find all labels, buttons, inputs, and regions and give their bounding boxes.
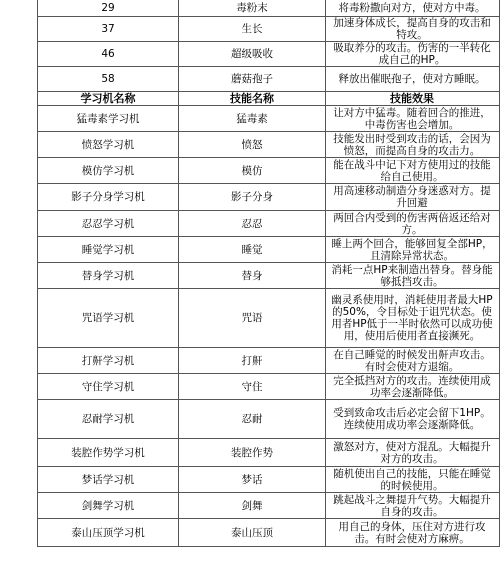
machine-name-cell-text: 梦话学习机 bbox=[81, 473, 135, 486]
skill-name-cell-text: 蘑菇孢子 bbox=[231, 73, 273, 85]
machine-name-cell-text: 37 bbox=[101, 23, 115, 35]
machine-name-cell bbox=[37, 289, 178, 347]
skill-effect-cell bbox=[325, 0, 500, 16]
skill-name-cell-text: 替身 bbox=[241, 269, 263, 282]
skill-effect-cell-text: 用高速移动制造分身迷惑对方。提升回避 bbox=[333, 185, 491, 209]
skill-effect-cell-text: 随机使出自己的技能，只能在睡觉的时候使用。 bbox=[333, 467, 491, 492]
skill-name-cell bbox=[178, 106, 325, 131]
machine-name-cell bbox=[37, 400, 178, 438]
skill-effect-cell-text: 在自己睡觉的时候发出鼾声攻击。有时会使对方退缩。 bbox=[333, 348, 491, 373]
skill-effect-cell-text: 将毒粉撒向对方，使对方中毒。 bbox=[338, 2, 486, 14]
machine-name-cell-text: 剑舞学习机 bbox=[81, 499, 135, 512]
machine-name-cell-text: 忍忍学习机 bbox=[81, 217, 135, 230]
skill-name-cell bbox=[178, 211, 325, 236]
skill-name-cell bbox=[178, 132, 325, 157]
skill-name-cell bbox=[178, 467, 325, 492]
skill-name-cell bbox=[178, 158, 325, 183]
skill-effect-cell-text: 激怒对方，使对方混乱。大幅提升对方的攻击。 bbox=[333, 440, 491, 465]
skill-effect-cell bbox=[325, 67, 500, 91]
skill-effect-cell bbox=[325, 263, 500, 288]
machine-name-cell bbox=[37, 67, 178, 91]
skill-name-cell bbox=[178, 0, 325, 16]
skill-name-cell bbox=[178, 237, 325, 262]
skill-effect-cell-text: 两回合内受到的伤害两倍返还给对方。 bbox=[333, 211, 491, 236]
skill-name-cell bbox=[178, 493, 325, 518]
machine-name-cell bbox=[37, 374, 178, 399]
table-row bbox=[37, 519, 500, 547]
skill-name-cell-text: 忍忍 bbox=[241, 217, 263, 230]
skill-name-cell bbox=[178, 184, 325, 210]
skill-effect-cell-text: 让对方中猛毒。随着回合的推进，中毒伤害也会增加。 bbox=[333, 106, 491, 131]
skill-effect-cell-text: 用自己的身体，压住对方进行攻击。有时会使对方麻痹。 bbox=[338, 520, 486, 545]
skill-effect-cell bbox=[325, 17, 500, 41]
machine-name-cell-text: 泰山压顶学习机 bbox=[71, 526, 145, 539]
table-header-row bbox=[37, 92, 500, 106]
machine-name-cell-text: 咒语学习机 bbox=[81, 312, 135, 324]
table-row bbox=[37, 289, 500, 348]
machine-name-cell bbox=[37, 158, 178, 183]
table-row bbox=[37, 67, 500, 92]
skill-effect-cell-text: 消耗一点HP来制造出替身。替身能够抵挡攻击。 bbox=[331, 263, 493, 288]
machine-name-cell bbox=[37, 263, 178, 288]
table-row bbox=[37, 158, 500, 184]
skill-name-cell bbox=[178, 17, 325, 41]
skill-effect-cell-text: 技能发出时受到攻击的话，会因为愤怒，而提高自身的攻击力。 bbox=[333, 132, 491, 157]
machine-name-cell bbox=[37, 184, 178, 210]
skill-table bbox=[37, 0, 500, 547]
skill-name-cell-text: 忍耐 bbox=[241, 413, 263, 425]
skill-effect-cell-text: 跳起战斗之舞提升气势。大幅提升自身的攻击。 bbox=[333, 493, 491, 518]
table-row bbox=[37, 374, 500, 400]
table-row bbox=[37, 493, 500, 519]
skill-effect-cell bbox=[325, 158, 500, 183]
skill-name-cell bbox=[178, 67, 325, 91]
table-row bbox=[37, 0, 500, 17]
machine-name-cell-text: 愤怒学习机 bbox=[81, 138, 135, 151]
skill-name-cell-text: 影子分身 bbox=[231, 191, 273, 203]
table-row bbox=[37, 263, 500, 289]
machine-name-cell-text: 模仿学习机 bbox=[81, 164, 135, 177]
machine-name-cell-text: 守住学习机 bbox=[81, 380, 135, 393]
table-row bbox=[37, 132, 500, 158]
table-row bbox=[37, 42, 500, 67]
machine-name-cell bbox=[37, 467, 178, 492]
table-row bbox=[37, 17, 500, 42]
skill-name-cell bbox=[178, 400, 325, 438]
skill-effect-cell-text: 释放出催眠孢子，使对方睡眠。 bbox=[338, 73, 486, 85]
machine-name-cell-text: 猛毒素学习机 bbox=[76, 112, 140, 125]
machine-name-cell-text: 影子分身学习机 bbox=[71, 191, 145, 203]
machine-name-cell bbox=[37, 132, 178, 157]
skill-name-cell bbox=[178, 374, 325, 399]
machine-name-cell-text: 睡觉学习机 bbox=[81, 243, 135, 256]
skill-name-cell-text: 超级吸收 bbox=[231, 48, 273, 60]
machine-name-cell bbox=[37, 519, 178, 546]
skill-name-cell-text: 愤怒 bbox=[241, 138, 263, 151]
skill-effect-cell bbox=[325, 184, 500, 210]
header-skill-name bbox=[178, 92, 325, 105]
skill-effect-cell bbox=[325, 289, 500, 347]
skill-effect-cell-text: 能在战斗中记下对方使用过的技能给自己使用。 bbox=[333, 158, 491, 183]
skill-name-cell bbox=[178, 263, 325, 288]
skill-effect-cell-text: 受到致命攻击后必定会留下1HP。连续使用成功率会逐渐降低。 bbox=[333, 407, 491, 431]
machine-name-cell-text: 29 bbox=[101, 2, 115, 14]
skill-effect-cell-text: 完全抵挡对方的攻击。连续使用成功率会逐渐降低。 bbox=[333, 374, 491, 399]
header-machine-name bbox=[37, 92, 178, 105]
skill-effect-cell bbox=[325, 211, 500, 236]
machine-name-cell-text: 装腔作势学习机 bbox=[71, 446, 145, 459]
skill-name-cell bbox=[178, 439, 325, 466]
machine-name-cell bbox=[37, 0, 178, 16]
table-row bbox=[37, 184, 500, 211]
skill-name-cell-text: 咒语 bbox=[241, 312, 263, 324]
skill-effect-cell-text: 吸取养分的攻击。伤害的一半转化成自己的HP。 bbox=[333, 42, 491, 66]
header-skill-name-text: 技能名称 bbox=[230, 92, 274, 105]
skill-name-cell bbox=[178, 42, 325, 66]
skill-name-cell-text: 模仿 bbox=[241, 164, 263, 177]
skill-effect-cell bbox=[325, 400, 500, 438]
table-row bbox=[37, 439, 500, 467]
skill-effect-cell-text: 加速身体成长，提高自身的攻击和特攻。 bbox=[333, 17, 491, 41]
skill-name-cell-text: 生长 bbox=[241, 23, 263, 35]
table-row bbox=[37, 348, 500, 374]
skill-effect-cell bbox=[325, 106, 500, 131]
skill-name-cell bbox=[178, 289, 325, 347]
machine-name-cell-text: 58 bbox=[101, 73, 115, 85]
table-row bbox=[37, 237, 500, 263]
machine-name-cell bbox=[37, 17, 178, 41]
header-machine-name-text: 学习机名称 bbox=[80, 92, 136, 105]
skill-effect-cell bbox=[325, 439, 500, 466]
skill-name-cell bbox=[178, 519, 325, 546]
skill-name-cell-text: 睡觉 bbox=[241, 243, 263, 256]
skill-name-cell-text: 猛毒素 bbox=[236, 112, 268, 125]
skill-name-cell-text: 剑舞 bbox=[241, 499, 263, 512]
machine-name-cell bbox=[37, 348, 178, 373]
skill-effect-cell bbox=[325, 132, 500, 157]
table-row bbox=[37, 467, 500, 493]
skill-effect-cell bbox=[325, 374, 500, 399]
header-skill-effect bbox=[325, 92, 500, 105]
machine-name-cell bbox=[37, 106, 178, 131]
header-skill-effect-text: 技能效果 bbox=[390, 92, 434, 105]
skill-effect-cell bbox=[325, 348, 500, 373]
skill-name-cell-text: 装腔作势 bbox=[231, 446, 273, 459]
skill-effect-cell bbox=[325, 42, 500, 66]
skill-effect-cell-text: 幽灵系使用时，消耗使用者最大HP的50%，令目标处于诅咒状态。使用者HP低于一半时依然可以成功使用，使用后使用者直接濒死。 bbox=[331, 294, 493, 342]
machine-name-cell-text: 忍耐学习机 bbox=[81, 413, 135, 425]
skill-name-cell-text: 梦话 bbox=[241, 473, 263, 486]
machine-name-cell-text: 替身学习机 bbox=[81, 269, 135, 282]
skill-name-cell-text: 守住 bbox=[241, 380, 263, 393]
machine-name-cell bbox=[37, 42, 178, 66]
skill-name-cell-text: 打鼾 bbox=[241, 354, 263, 367]
table-row bbox=[37, 106, 500, 132]
machine-name-cell bbox=[37, 439, 178, 466]
machine-name-cell bbox=[37, 237, 178, 262]
skill-effect-cell bbox=[325, 237, 500, 262]
skill-effect-cell bbox=[325, 493, 500, 518]
skill-name-cell-text: 泰山压顶 bbox=[231, 526, 273, 539]
table-row bbox=[37, 400, 500, 439]
skill-effect-cell-text: 睡上两个回合，能够回复全部HP，且清除异常状态。 bbox=[331, 237, 493, 262]
machine-name-cell bbox=[37, 211, 178, 236]
skill-name-cell-text: 毒粉末 bbox=[236, 2, 268, 14]
skill-name-cell bbox=[178, 348, 325, 373]
skill-effect-cell bbox=[325, 467, 500, 492]
machine-name-cell-text: 46 bbox=[101, 48, 115, 60]
machine-name-cell bbox=[37, 493, 178, 518]
machine-name-cell-text: 打鼾学习机 bbox=[81, 354, 135, 367]
skill-effect-cell bbox=[325, 519, 500, 546]
table-row bbox=[37, 211, 500, 237]
